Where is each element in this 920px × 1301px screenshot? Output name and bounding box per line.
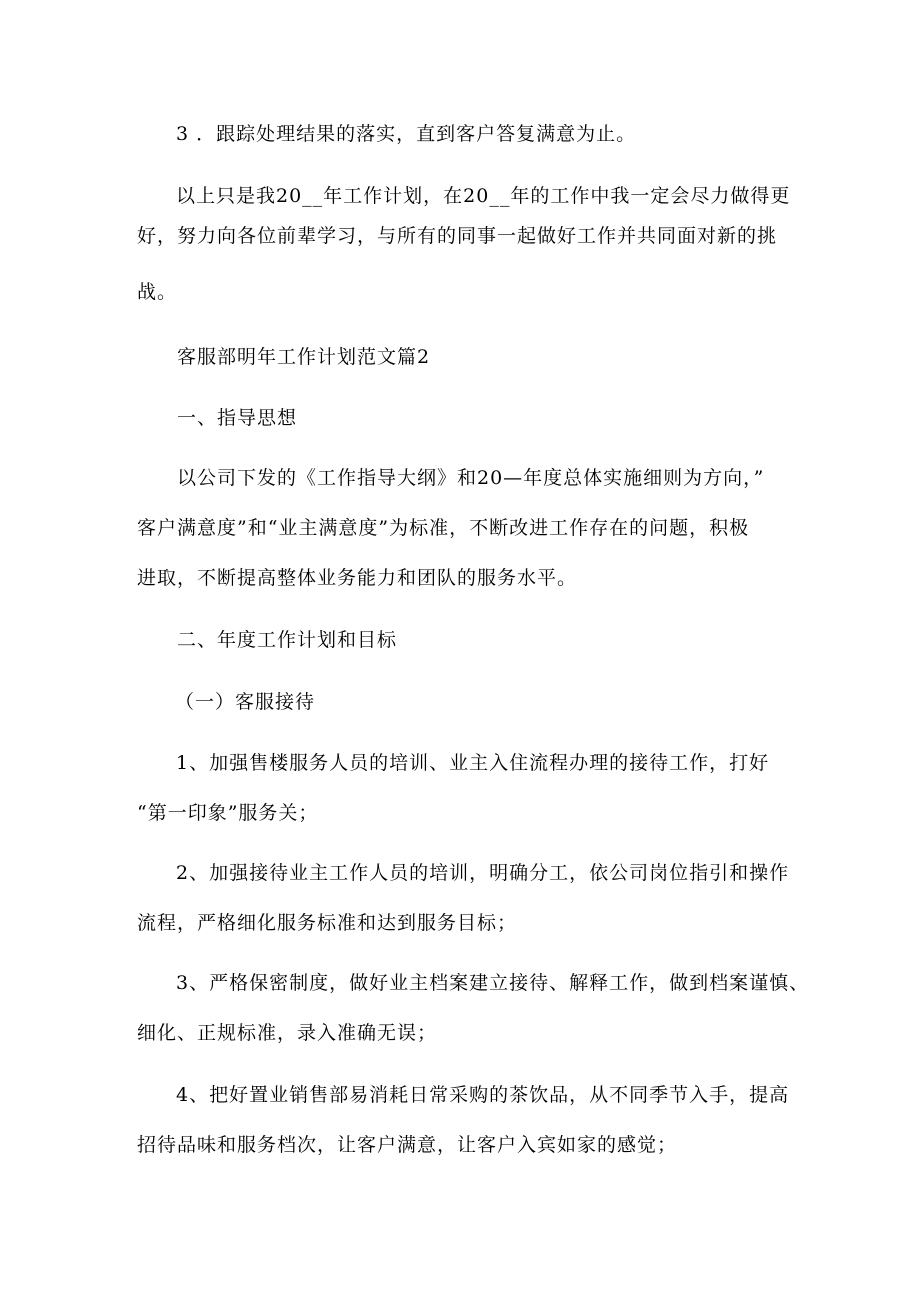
paragraph-line: 战。	[137, 281, 178, 303]
paragraph-line: 以公司下发的《工作指导大纲》和20—年度总体实施细则为方向，”	[177, 467, 765, 489]
paragraph-line: 好，努力向各位前辈学习，与所有的同事一起做好工作并共同面对新的挑	[137, 225, 778, 247]
paragraph-line: 3 ．跟踪处理结果的落实，直到客户答复满意为止。	[176, 123, 637, 145]
list-item-line: 2、加强接待业主工作人员的培训，明确分工，依公司岗位指引和操作	[176, 862, 790, 884]
list-item-line: 1、加强售楼服务人员的培训、业主入住流程办理的接待工作，打好	[176, 752, 770, 774]
section-title: 客服部明年工作计划范文篇2	[177, 346, 431, 368]
paragraph-line: 进取，不断提高整体业务能力和团队的服务水平。	[137, 567, 578, 589]
list-item-line: 细化、正规标准，录入准确无误；	[137, 1022, 438, 1044]
paragraph-line: 客户满意度”和“业主满意度”为标准，不断改进工作存在的问题，积极	[137, 517, 750, 539]
subsection-heading: （一）客服接待	[175, 691, 316, 713]
list-item-line: 4、把好置业销售部易消耗日常采购的茶饮品，从不同季节入手，提高	[176, 1084, 790, 1106]
list-item-line: “第一印象”服务关；	[137, 802, 319, 824]
list-item-line: 流程，严格细化服务标准和达到服务目标；	[137, 912, 518, 934]
list-item-line: 招待品味和服务档次，让客户满意，让客户入宾如家的感觉；	[137, 1134, 678, 1156]
list-item-line: 3、严格保密制度，做好业主档案建立接待、解释工作，做到档案谨慎、	[176, 972, 810, 994]
section-heading: 一、指导思想	[177, 407, 298, 429]
section-heading: 二、年度工作计划和目标	[177, 629, 398, 651]
paragraph-line: 以上只是我20__年工作计划，在20__年的工作中我一定会尽力做得更	[176, 185, 791, 207]
